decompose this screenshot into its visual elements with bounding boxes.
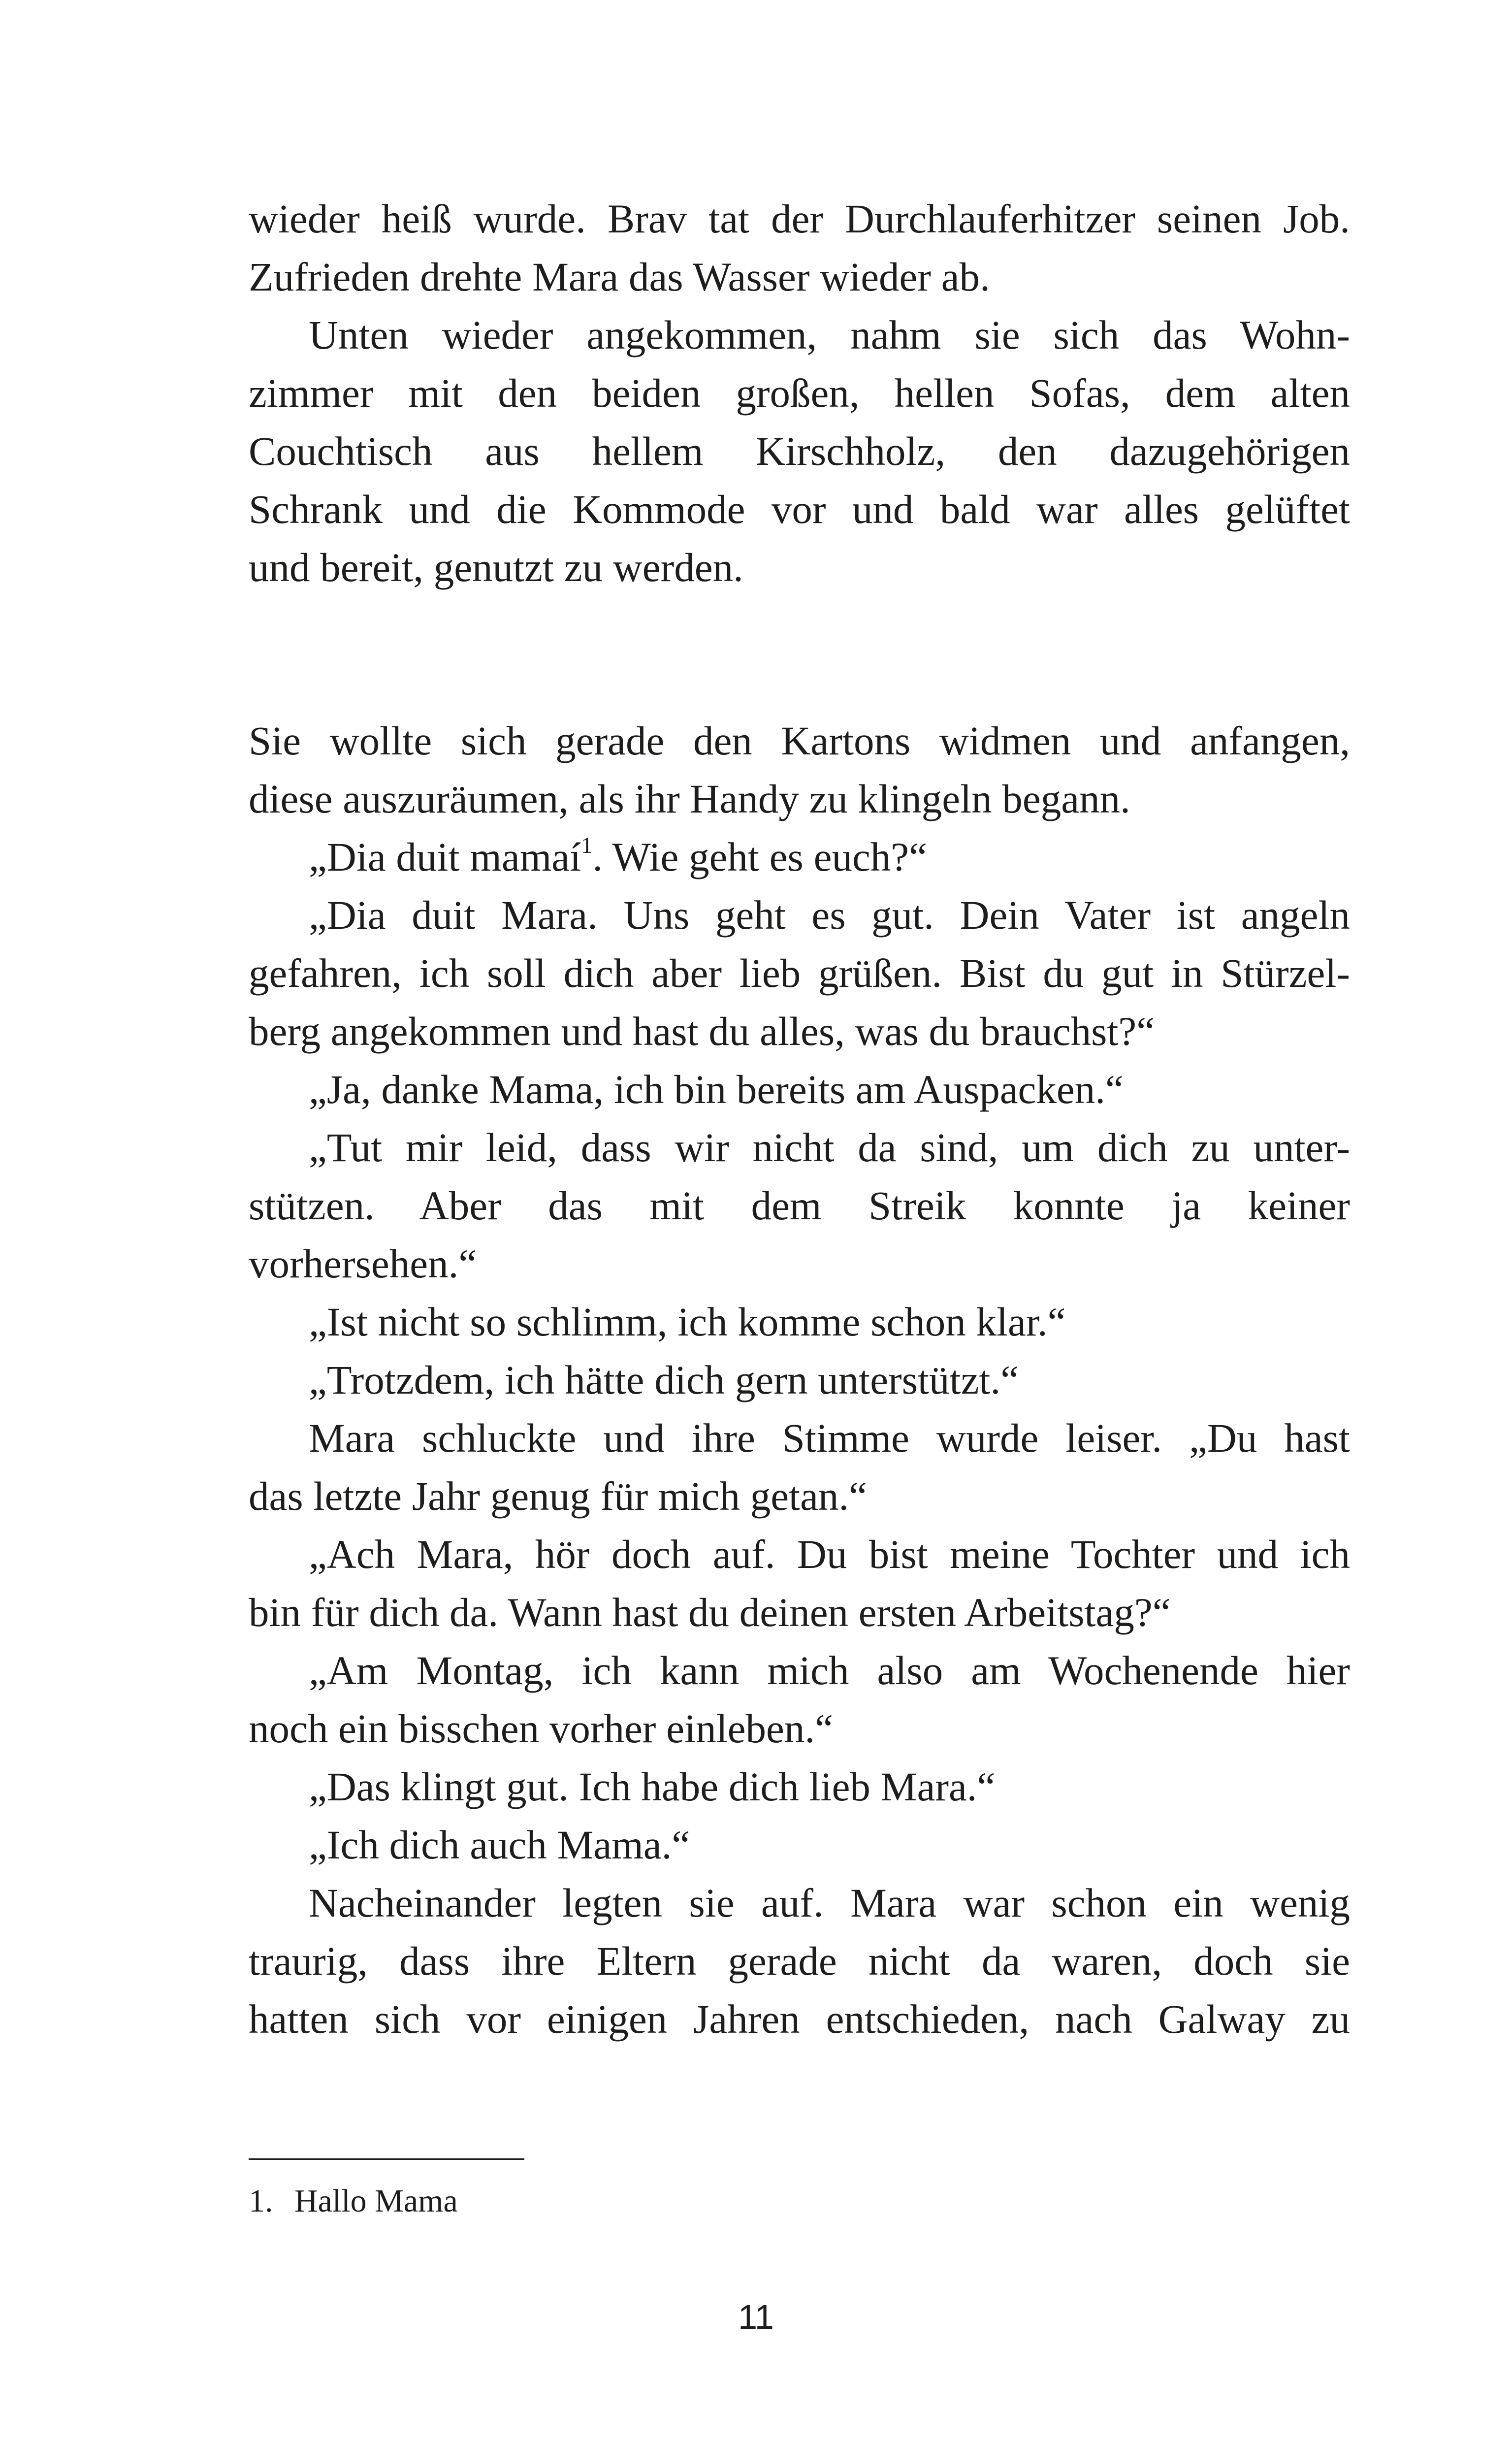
text-line: „Ist nicht so schlimm, ich komme schon klar.“ [309, 1299, 1066, 1344]
page-number: 11 [738, 2298, 774, 2336]
text-line: „Ach Mara, hör doch auf. Du bist meine Tochter und ich [309, 1531, 1350, 1577]
footnote-divider [249, 2158, 524, 2160]
text-line: bin für dich da. Wann hast du deinen ersten Arbeitstag?“ [249, 1590, 1171, 1635]
text-line: Mara schluckte und ihre Stimme wurde leiser. „Du hast [309, 1415, 1350, 1461]
text-line-with-footnote [249, 828, 1350, 886]
text-line: Sie wollte sich gerade den Kartons widmen und anfangen, [249, 718, 1350, 763]
text-segment: . Wie geht es euch?“ [592, 834, 927, 879]
text-line: berg angekommen und hast du alles, was du brauchst?“ [249, 1009, 1155, 1054]
text-line: Nacheinander legten sie auf. Mara war schon ein wenig [309, 1880, 1350, 1925]
paragraph-block-main [249, 712, 1350, 2048]
text-line: „Trotzdem, ich hätte dich gern unterstützt.“ [309, 1357, 1019, 1402]
text-line: „Am Montag, ich kann mich also am Wochenende hier [309, 1648, 1350, 1693]
text-line: Schrank und die Kommode vor und bald war alles gelüftet [249, 487, 1350, 532]
text-line: „Dia duit Mara. Uns geht es gut. Dein Vater ist angeln [309, 892, 1350, 938]
text-line: „Ja, danke Mama, ich bin bereits am Auspacken.“ [309, 1067, 1124, 1112]
text-line: diese auszuräumen, als ihr Handy zu klingeln begann. [249, 776, 1130, 821]
footnote-number: 1. [249, 2183, 273, 2219]
text-line: Zufrieden drehte Mara das Wasser wieder ab. [249, 254, 990, 299]
footnote [249, 2179, 458, 2223]
footnote-text: Hallo Mama [294, 2183, 458, 2219]
paragraph-block-top [249, 190, 1350, 596]
text-line: Unten wieder angekommen, nahm sie sich das Wohn- [309, 312, 1350, 358]
text-line: wieder heiß wurde. Brav tat der Durchlauferhitzer seinen Job. [249, 196, 1350, 241]
footnote-reference: 1 [581, 833, 593, 859]
text-line: und bereit, genutzt zu werden. [249, 545, 743, 590]
text-line: stützen. Aber das mit dem Streik konnte ja keiner [249, 1183, 1350, 1228]
text-line: „Das klingt gut. Ich habe dich lieb Mara.“ [309, 1764, 996, 1809]
text-line: vorhersehen.“ [249, 1241, 477, 1286]
text-line: das letzte Jahr genug für mich getan.“ [249, 1473, 868, 1519]
text-segment: „Dia duit mamaí [309, 834, 581, 879]
text-line: noch ein bisschen vorher einleben.“ [249, 1706, 833, 1751]
text-line: gefahren, ich soll dich aber lieb grüßen. Bist du gut in Stürzel- [249, 950, 1350, 996]
text-line: hatten sich vor einigen Jahren entschieden, nach Galway zu [249, 1996, 1350, 2042]
text-line: „Ich dich auch Mama.“ [309, 1822, 690, 1867]
text-line: „Tut mir leid, dass wir nicht da sind, um dich zu unter- [309, 1125, 1350, 1170]
text-line: zimmer mit den beiden großen, hellen Sofas, dem alten [249, 370, 1350, 416]
text-line: traurig, dass ihre Eltern gerade nicht da waren, doch sie [249, 1938, 1350, 1984]
text-line: Couchtisch aus hellem Kirschholz, den dazugehörigen [249, 428, 1350, 474]
